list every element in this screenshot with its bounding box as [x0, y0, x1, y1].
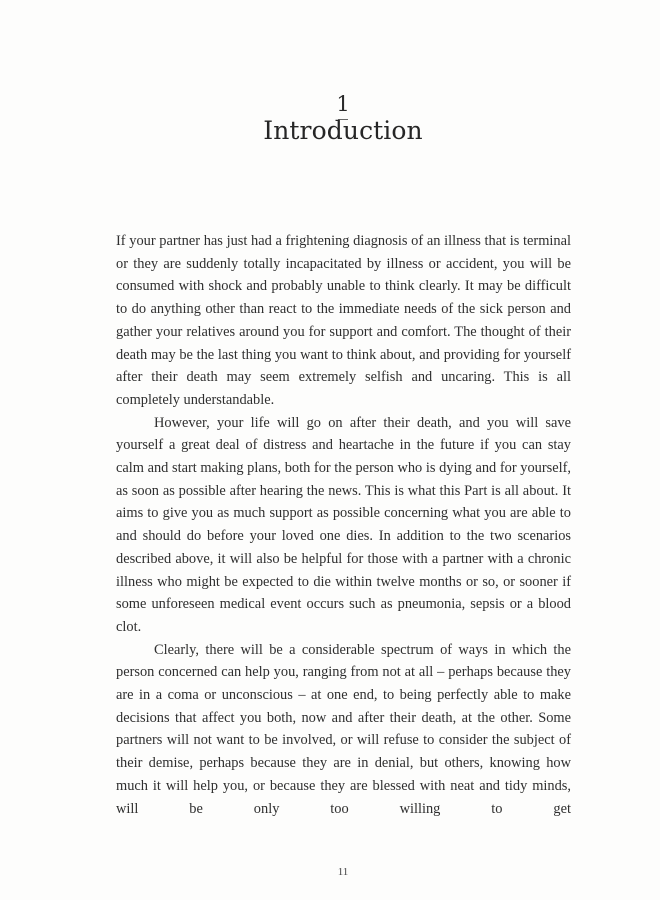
paragraph-3: Clearly, there will be a considerable spectrum of ways in which the person concerned can help you, ranging from not at all – perhaps because they are in a coma or unconscious – at one end, to being perfectly able to make decisions that affect you both, now and after their death, at the other. Some partners will not want to be involved, or will refuse to consider the subject of their demise, perhaps because they are in denial, but others, knowing how much it will help you, or because they are blessed with neat and tidy minds, will be only too willing to get: [116, 641, 571, 817]
chapter-body: [116, 230, 571, 820]
paragraph-2: However, your life will go on after their death, and you will save yourself a great deal of distress and heartache in the future if you can stay calm and start making plans, both for the person who is dying and for yourself, as soon as possible after hearing the news. This is what this Part is all about. It aims to give you as much support as possible concerning what you are able to and should do before your loved one dies. In addition to the two scenarios described above, it will also be helpful for those with a partner with a chronic illness who might be expected to die within twelve months or so, or sooner if some unforeseen medical event occurs such as pneumonia, sepsis or a blood clot.: [116, 414, 571, 635]
chapter-number: 1: [336, 92, 350, 116]
paragraph-1: If your partner has just had a frightening diagnosis of an illness that is terminal or they are suddenly totally incapacitated by illness or accident, you will be consumed with shock and probably unable to think clearly. It may be difficult to do anything other than react to the immediate needs of the sick person and gather your relatives around you for support and comfort. The thought of their death may be the last thing you want to think about, and providing for yourself after their death may seem extremely selfish and uncaring. This is all completely understandable.: [116, 233, 571, 408]
chapter-title: Introduction: [263, 116, 423, 145]
page-number: 11: [337, 866, 349, 878]
